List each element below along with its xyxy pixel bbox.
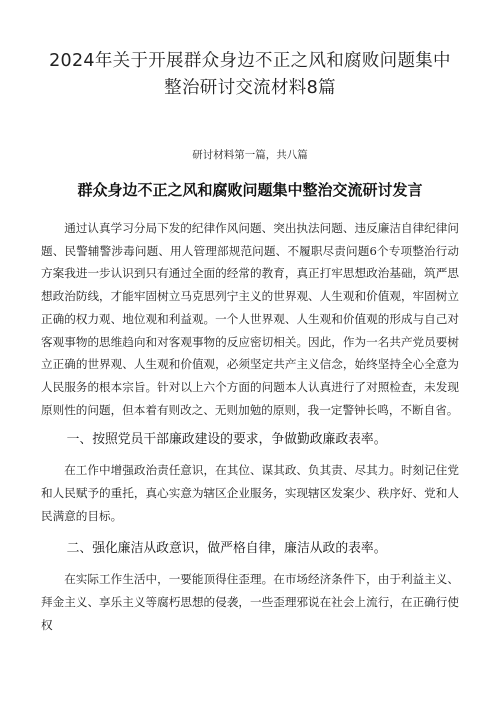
section-2-paragraph: 在实际工作生活中，一要能顶得住歪理。在市场经济条件下，由于利益主义、拜金主义、享乐主义等腐朽思想的侵袭，一些歪理邪说在社会上流行，在正确行使权 [41,572,459,632]
section-1-heading: 一、按照党员干部廉政建设的要求，争做勤政廉政表率。 [66,432,387,448]
part-label: 研讨材料第一篇，共八篇 [192,149,308,161]
section-2-heading: 二、强化廉洁从政意识，做严格自律，廉洁从政的表率。 [66,541,387,557]
intro-paragraph: 通过认真学习分局下发的纪律作风问题、突出执法问题、违反廉洁自律纪律问题、民警辅警涉毒问题、用人管理部规范问题、不履职尽责问题6个专项整治行动方案我进一步认识到只有通过全面的经常的教育，真正打牢思想政治基础，筑严思想政治防线，才能牢固树立马克思列宁主义的世界观、人生观和价值观，牢固树立正确的权力观、地位观和利益观。一个人世界观、人生观和价值观的形成与自己对客观事物的思维趋向和对客观事物的反应密切相关。因此，作为一名共产党员要树立正确的世界观、人生观和价值观，必须坚定共产主义信念，始终坚持全心全意为人民服务的根本宗旨。针对以上六个方面的问题本人认真进行了对照检查，未发现原则性的问题，但本着有则改之、无则加勉的原则，我一定警钟长鸣，不断自省。 [41,221,459,417]
section-1-paragraph: 在工作中增强政治责任意识，在其位、谋其政、负其责、尽其力。时刻记住党和人民赋予的重托，真心实意为辖区企业服务，实现辖区发案少、秩序好、党和人民满意的目标。 [41,463,459,523]
document-title: 2024年关于开展群众身边不正之风和腐败问题集中整治研讨交流材料8篇 [49,51,451,98]
article-heading: 群众身边不正之风和腐败问题集中整治交流研讨发言 [77,181,423,199]
